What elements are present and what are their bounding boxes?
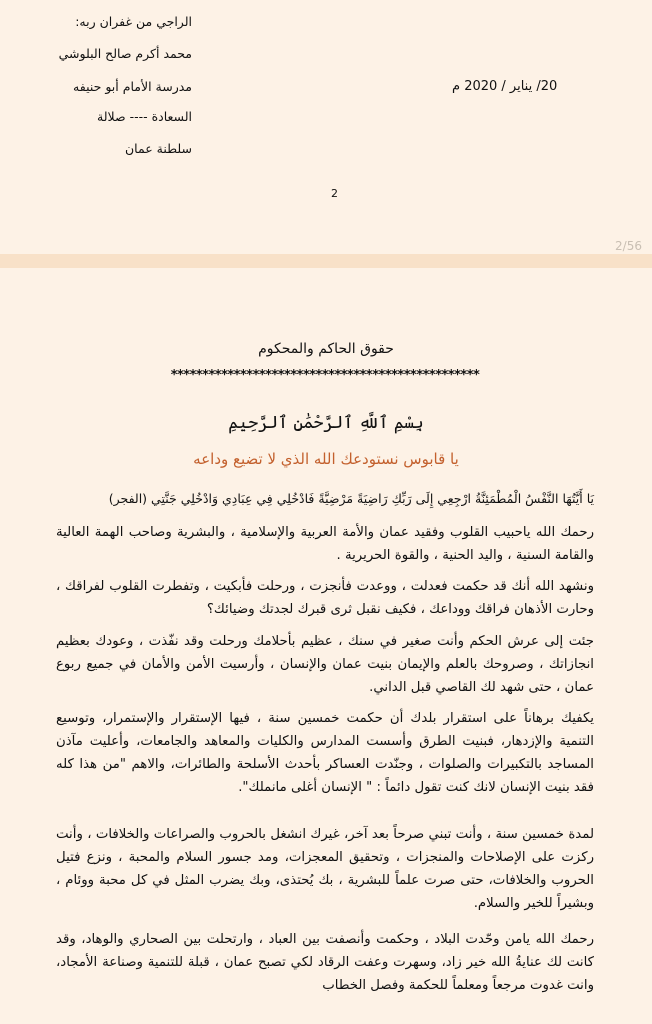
quran-verse: يَا أَيَّتُهَا النَّفْسُ الْمُطْمَئِنَّةُ ارْجِعِي إِلَى رَبِّكِ رَاضِيَةً مَرْضِيَّةً فَادْخُلِي فِي عِبَادِي وَادْخُلِي جَنَّتِي (الفجر) xyxy=(108,491,594,506)
page-separator xyxy=(0,254,652,268)
signature-city: السعادة ---- صلالة xyxy=(97,109,192,124)
article-title: حقوق الحاكم والمحكوم xyxy=(258,341,394,357)
signature-name: محمد أكرم صالح البلوشي xyxy=(58,46,192,61)
signature-school: مدرسة الأمام أبو حنيفه xyxy=(73,79,192,94)
page-number: 2 xyxy=(331,187,338,200)
paragraph-6: رحمك الله يامن وحّدت البلاد ، وحكمت وأنصفت بين العباد ، وارتحلت بين الصحاري والوهاد، وقد كانت لك عنايةُ الله خير زاد، وسهرت وعفت الرقاد لكي تصبح عمان ، قبلة للتنمية وصناعة الأمجاد، وانت غدوت مرجعاً ومعلماً للحكمة وفصل الخطاب xyxy=(56,932,594,993)
article-headline: يا قابوس نستودعك الله الذي لا تضيع وداعه xyxy=(193,450,459,468)
stars-separator: ************************************************* xyxy=(170,368,480,383)
paragraph-1: رحمك الله ياحبيب القلوب وفقيد عمان والأمة العربية والإسلامية ، والبشرية وصاحب الهمة العالية والقامة السنية ، واليد الحنية ، والقوة الحريرية . xyxy=(56,525,594,563)
paragraph-4: يكفيك برهاناً على استقرار بلدك أن حكمت خمسين سنة ، فيها الإستقرار والإستمرار، وتوسيع التنمية والإزدهار، فبنيت الطرق وأسست المدارس والكليات والمعاهد والجامعات، وأعليت مآذن المساجد بالتكبيرات والصلوات ، وجنّدت العساكر بأحدث الأسلحة والطائرات، والاهم "من هذا كله فقد بنيت الإنسان لانك كنت تقول دائماً : " الإنسان أغلى مانملك". xyxy=(56,711,594,795)
letter-date: 20/ يناير / 2020 م xyxy=(452,79,558,94)
signature-country: سلطنة عمان xyxy=(125,141,192,156)
page-2 xyxy=(0,268,652,1024)
basmala: بِسْمِ ٱللَّهِ ٱلرَّحْمَٰنِ ٱلرَّحِيمِ xyxy=(228,413,424,433)
paragraph-5: لمدة خمسين سنة ، وأنت تبني صرحاً بعد آخر، غيرك انشغل بالحروب والصراعات والخلافات ، وأنت ركزت على الإصلاحات والمنجزات ، وتحقيق المعجزات، ومد جسور السلام والمحبة ، ونزع فتيل الحروب والخلافات، حتى صرت علماً للبشرية ، بك يُحتذى، وبك يضرب المثل في كل محبة ووئام ، وبشيراً للخير والسلام. xyxy=(56,827,594,911)
signature-line-1: الراجي من غفران ربه: xyxy=(75,14,192,29)
paragraph-3: جئت إلى عرش الحكم وأنت صغير في سنك ، عظيم بأحلامك ورحلت وقد نفّذت ، وعودك بعظيم انجازاتك ، وصروحك بالعلم والإيمان بنيت عمان والإنسان ، وأرسيت الأمن والأمان في جميع ربوع عمان ، حتى شهد لك القاصي قبل الداني. xyxy=(56,634,594,695)
paragraph-2: ونشهد الله أنك قد حكمت فعدلت ، ووعدت فأنجزت ، ورحلت فأبكيت ، وتفطرت القلوب لفراقك ، وحارت الأذهان فراقك ووداعك ، فكيف نقبل ثرى قبرك لجدتك وضيائك؟ xyxy=(56,579,594,617)
page-1 xyxy=(0,0,652,254)
page-counter: 2/56 xyxy=(615,239,642,253)
